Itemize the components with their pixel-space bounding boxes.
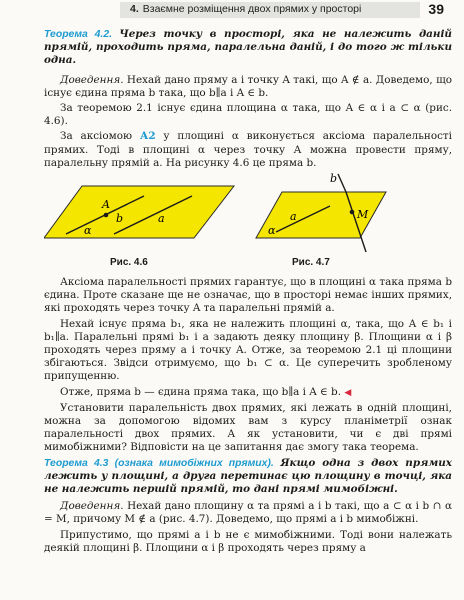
label-b-fig46: b <box>116 212 124 226</box>
theorem-4-2-title: Теорема 4.2. <box>44 29 112 40</box>
proof-1-text: Нехай дано пряму a і точку A такі, що A ∉ a. Доведемо, що існує єдина пряма b така, що b∥a і A ∈ b. <box>44 73 452 99</box>
label-b-fig47: b <box>330 172 338 186</box>
theorem-4-3-title: Теорема 4.3 (ознака мимобіжних прямих). <box>44 457 274 469</box>
point-A-fig46 <box>104 213 109 218</box>
theorem-4-3-text: Якщо одна з двох прямих лежить у площині, а друга перетинає цю площину в точці, яка не належить першій прямій, то дані прямі мимобіжні. <box>44 456 452 496</box>
proof-paragraph-2 <box>44 500 452 526</box>
paragraph-7: Установити паралельність двох прямих, які лежать в одній площині, можна за допомогою відомих вам з курсу планіметрії ознак паралельності двох прямих. А як установити, чи є дві прямі мимобіжними? Відповісти на це запитання дає змогу така теорема. <box>44 401 452 454</box>
theorem-4-2-text: Через точку в просторі, яка не належить даній прямій, проходить пряма, паралельна даній, і до того ж тільки одна. <box>44 28 452 67</box>
label-a-fig47: a <box>290 210 297 224</box>
proof-paragraph-1 <box>44 74 452 100</box>
caption-fig-4-6: Рис. 4.6 <box>110 257 148 269</box>
chapter-title-text: Взаємне розміщення двох прямих у просторі <box>142 3 362 15</box>
proof-2-text: Нехай дано площину α та прямі a і b такі, що a ⊂ α і b ∩ α = M, причому M ∉ a (рис. 4.7). Доведемо, що прямі a і b мимобіжні. <box>44 500 452 526</box>
theorem-4-3 <box>44 457 452 497</box>
caption-fig-4-7: Рис. 4.7 <box>292 257 330 269</box>
p3-pre: За аксіомою <box>60 130 132 143</box>
chapter-number: 4. <box>130 3 139 15</box>
page-header <box>0 0 464 22</box>
label-M-fig47: M <box>357 208 369 222</box>
paragraph-4: Аксіома паралельності прямих гарантує, що в площині α така пряма b єдина. Проте сказане ще не означає, що в просторі немає інших прямих, які проходять через точку A та паралельні прямій a. <box>44 276 452 315</box>
p6-text: Отже, пряма b — єдина пряма така, що b∥a і A ∈ b. <box>60 385 342 398</box>
paragraph-8: Припустимо, що прямі a і b не є мимобіжними. Тоді вони належать деякій площині β. Площини α і β проходять через пряму a <box>44 528 452 554</box>
paragraph-3 <box>44 130 452 170</box>
axiom-ref: А2 <box>139 130 156 143</box>
label-a-fig46: a <box>158 212 165 226</box>
page-number: 39 <box>428 1 444 17</box>
end-of-proof-marker: ◀ <box>344 387 352 398</box>
paragraph-2: За теоремою 2.1 існує єдина площина α така, що A ∈ α і a ⊂ α (рис. 4.6). <box>44 102 452 128</box>
point-M-fig47 <box>350 210 355 215</box>
chapter-title <box>130 3 361 15</box>
page-body <box>44 28 452 557</box>
label-alpha-fig46: α <box>84 224 92 238</box>
paragraph-6 <box>44 386 452 400</box>
proof-label: Доведення. <box>60 73 124 86</box>
figures-row <box>44 172 452 272</box>
p3-post: у площині α виконується аксіома паралельності прямих. Тоді в площині α через точку A можна провести пряму, паралельну прямій a. На рисунку 4.6 це пряма b. <box>44 130 452 169</box>
figure-4-7 <box>256 172 386 252</box>
proof-label-2: Доведення. <box>60 500 124 513</box>
theorem-4-2 <box>44 28 452 68</box>
line-b-upper-fig47 <box>338 174 346 192</box>
figures-svg <box>44 172 452 272</box>
label-alpha-fig47: α <box>268 224 276 238</box>
label-A-fig46: A <box>102 198 110 212</box>
figure-4-6 <box>44 186 234 238</box>
paragraph-5: Нехай існує пряма b₁, яка не належить площині α, така, що A ∈ b₁ і b₁∥a. Паралельні прямі b₁ і a задають деяку площину β. Площини α і β проходять через пряму a і точку A. Отже, за теоремою 2.1 ці площини збігаються. Звідси отримуємо, що b₁ ⊂ α. Це суперечить зробленому припущенню. <box>44 317 452 383</box>
